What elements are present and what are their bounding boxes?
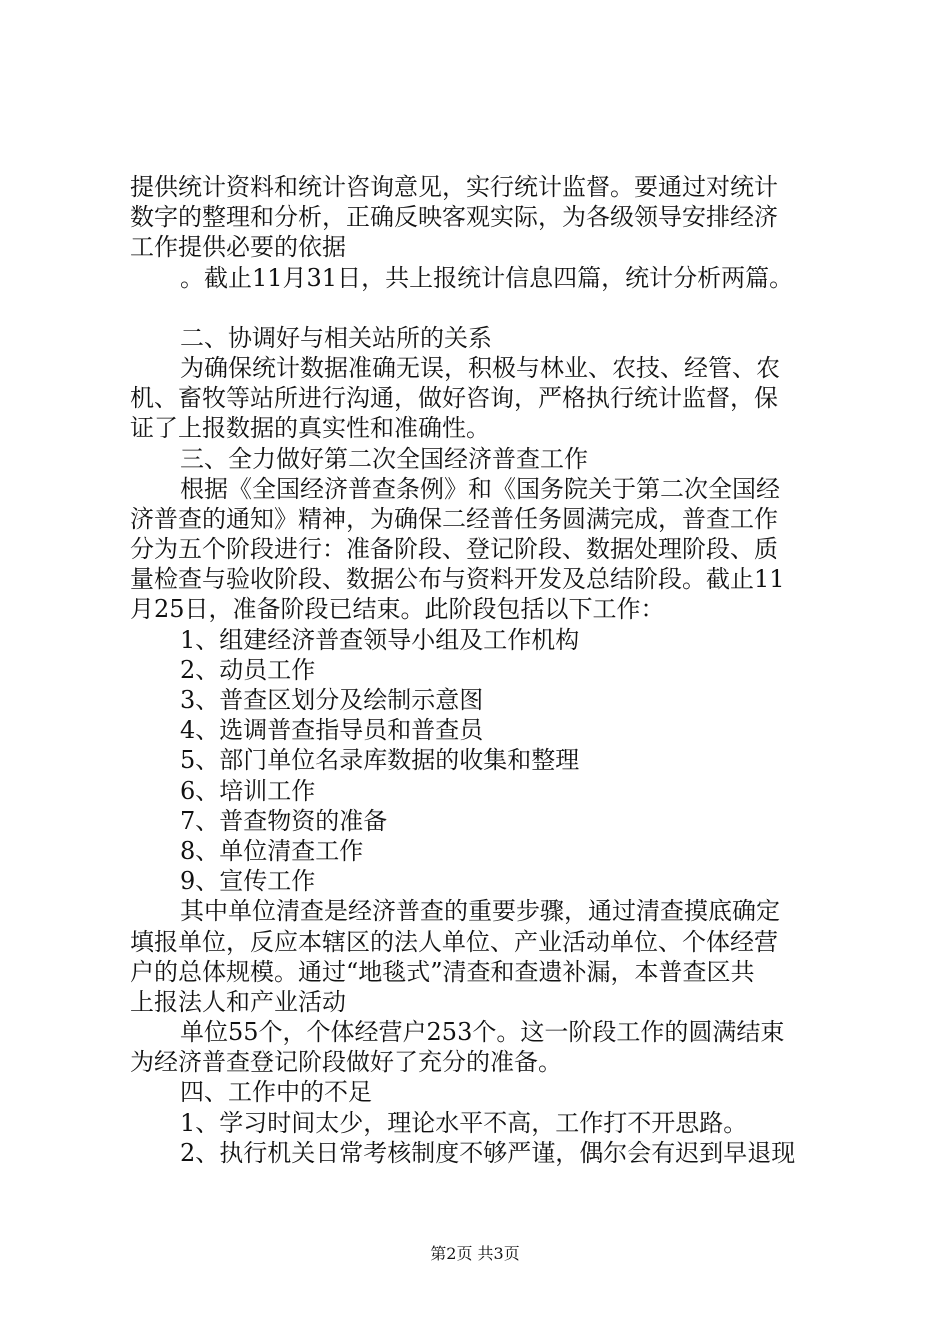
list-item: 7、普查物资的准备 (180, 806, 388, 835)
body-text-line: 其中单位清查是经济普查的重要步骤，通过清查摸底确定 (180, 897, 780, 926)
list-item: 2、执行机关日常考核制度不够严谨，偶尔会有迟到早退现 (180, 1138, 796, 1167)
list-item: 1、学习时间太少，理论水平不高，工作打不开思路。 (180, 1108, 748, 1137)
body-text-line: 为经济普查登记阶段做好了充分的准备。 (130, 1048, 562, 1077)
body-text-line: 提供统计资料和统计咨询意见，实行统计监督。要通过对统计 (130, 173, 778, 201)
section-heading: 二、协调好与相关站所的关系 (180, 323, 492, 352)
body-text-line: 工作提供必要的依据 (130, 233, 346, 262)
body-text-line: 填报单位，反应本辖区的法人单位、产业活动单位、个体经营 (130, 927, 778, 956)
page-footer (0, 1244, 950, 1264)
body-text-line: 济普查的通知》精神，为确保二经普任务圆满完成，普查工作 (130, 504, 778, 533)
list-item: 5、部门单位名录库数据的收集和整理 (180, 746, 580, 775)
body-text-line: 机、畜牧等站所进行沟通，做好咨询，严格执行统计监督，保 (130, 384, 778, 413)
body-text-line: 。截止11月31日，共上报统计信息四篇，统计分析两篇。 (180, 263, 794, 292)
page-number-label: 第2页 共3页 (430, 1244, 520, 1263)
list-item: 3、普查区划分及绘制示意图 (180, 686, 484, 714)
body-text-line: 分为五个阶段进行：准备阶段、登记阶段、数据处理阶段、质 (130, 535, 778, 564)
list-item: 2、动员工作 (180, 655, 316, 684)
list-item: 1、组建经济普查领导小组及工作机构 (180, 625, 580, 654)
list-item: 6、培训工作 (180, 776, 316, 805)
paragraph-gap (130, 293, 830, 323)
body-text-line: 证了上报数据的真实性和准确性。 (130, 414, 490, 443)
list-item: 4、选调普查指导员和普查员 (180, 716, 484, 745)
body-text-line: 上报法人和产业活动 (130, 987, 346, 1016)
body-text-line: 数字的整理和分析，正确反映客观实际，为各级领导安排经济 (130, 203, 778, 232)
section-heading: 四、工作中的不足 (180, 1078, 372, 1107)
list-item: 9、宣传工作 (180, 867, 316, 896)
body-text-line: 单位55个，个体经营户253个。这一阶段工作的圆满结束 (180, 1018, 785, 1047)
body-text-line: 为确保统计数据准确无误，积极与林业、农技、经管、农 (180, 353, 780, 382)
document-body (130, 172, 830, 1168)
section-heading: 三、全力做好第二次全国经济普查工作 (180, 444, 588, 473)
body-text-line: 量检查与验收阶段、数据公布与资料开发及总结阶段。截止11 (130, 565, 785, 594)
list-item: 8、单位清查工作 (180, 836, 364, 865)
body-text-line: 户的总体规模。通过“地毯式”清查和查遗补漏，本普查区共 (130, 957, 755, 986)
body-text-line: 月25日，准备阶段已结束。此阶段包括以下工作： (130, 595, 665, 624)
body-text-line: 根据《全国经济普查条例》和《国务院关于第二次全国经 (180, 474, 780, 503)
